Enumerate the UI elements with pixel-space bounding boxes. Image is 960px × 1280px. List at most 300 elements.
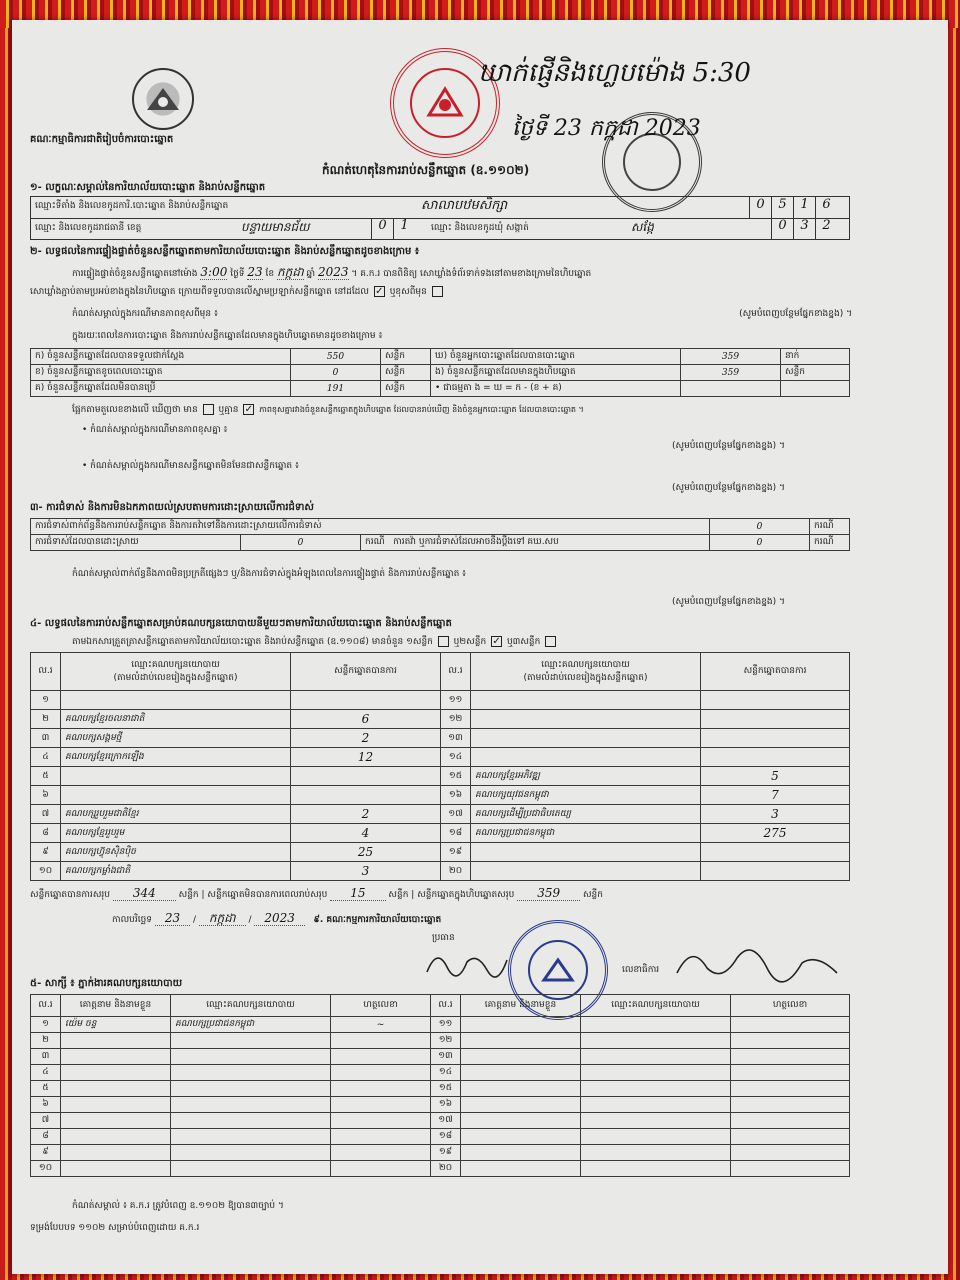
section2-line4: ក្នុងរយៈពេលនៃការបោះឆ្នោត និងការរាប់សន្លឹកឆ្នោតដែលមានក្នុងហិបឆ្នោតមានដូចខាងក្រោម ៖ <box>72 331 383 341</box>
cell-unit: ករណី <box>365 537 385 547</box>
date-year: 2023 <box>254 911 305 926</box>
party-name <box>61 786 291 805</box>
row-number: ១៩ <box>441 843 471 862</box>
code-digit: 3 <box>793 218 815 240</box>
row-number: ១៨ <box>441 824 471 843</box>
section2-line2 <box>30 286 445 299</box>
witness-name <box>461 1129 581 1145</box>
table-row <box>31 349 850 365</box>
row-number: ៤ <box>31 1065 61 1081</box>
vote-count: 4 <box>291 824 441 843</box>
col-header-name: គោត្តនាម និងនាមខ្លួន <box>61 995 171 1017</box>
table-row <box>31 691 850 710</box>
witness-party <box>581 1017 731 1033</box>
code-digit: 2 <box>815 218 837 240</box>
text: (តាមលំដាប់លេខរៀងក្នុងសន្លឹកឆ្នោត) <box>113 672 238 683</box>
text: ឈ្មោះគណបក្សនយោបាយ <box>131 659 220 670</box>
witness-party <box>171 1081 331 1097</box>
vote-count <box>701 710 850 729</box>
row-number: ២០ <box>431 1161 461 1177</box>
text: ឆ្នាំ <box>306 269 316 279</box>
witness-signature <box>331 1065 431 1081</box>
witness-signature <box>331 1129 431 1145</box>
row-number: ៦ <box>31 1097 61 1113</box>
table-row <box>31 1081 850 1097</box>
code-digit: 0 <box>771 218 793 240</box>
text: សន្លឹក <box>582 890 603 900</box>
vote-count <box>291 767 441 786</box>
party-name: គណបក្សខ្មែរចលនាជាតិ <box>61 710 291 729</box>
table-row <box>31 1129 850 1145</box>
section1-title: ១- លក្ខណៈសម្គាល់នៃការិយាល័យបោះឆ្នោត និងរាប់សន្លឹកឆ្នោត <box>30 182 266 193</box>
text: ការផ្ទៀងផ្ទាត់ចំនួនសន្លឹកឆ្នោតនៅម៉ោង <box>72 269 198 279</box>
vote-count <box>701 843 850 862</box>
witness-party <box>581 1161 731 1177</box>
witness-party <box>171 1065 331 1081</box>
section4-subline <box>72 636 558 649</box>
witness-signature <box>731 1017 850 1033</box>
section2-note3: • កំណត់សម្គាល់ក្នុងករណីមានសន្លឹកឆ្នោតមិនមែនជាសន្លឹកឆ្នោត ៖ <box>82 461 299 471</box>
witness-name <box>461 1065 581 1081</box>
row-number: ១៧ <box>441 805 471 824</box>
cell-label: • ជាធម្មតា ង = ឃ = ក - (ខ + គ) <box>431 381 681 397</box>
cell-value: 359 <box>681 349 781 365</box>
checkbox-has-difference[interactable] <box>203 404 214 415</box>
text: ឬគ្មាន <box>218 405 239 415</box>
cell-unit: សន្លឹក <box>381 381 431 397</box>
text: សន្លឹកឆ្នោតក្នុងហិបឆ្នោតសរុប <box>417 890 515 900</box>
section2-note1 <box>72 404 584 417</box>
section1-row2-label: ឈ្មោះ និងលេខកូដរាជធានី ខេត្ត <box>35 223 142 233</box>
witness-party <box>171 1033 331 1049</box>
nec-logo <box>132 68 194 130</box>
row-number: ១៧ <box>431 1113 461 1129</box>
party-name: គណបក្សសង្គមថ្មី <box>61 729 291 748</box>
cell-label <box>361 535 710 551</box>
col-header-no: ល.រ <box>431 995 461 1017</box>
row-number: ៣ <box>31 729 61 748</box>
section4-totals: សន្លឹកឆ្នោតបានការសរុប 344 សន្លឹក | សន្លឹកឆ្នោតមិនបានការពេលរាប់សរុប 15 សន្លឹក | សន្លឹកឆ្នោតក្នុងហិបឆ្នោតសរុប 359 សន្លឹក <box>30 886 603 900</box>
party-name: គណបក្សខ្មែររួបរួម <box>61 824 291 843</box>
table-row <box>31 1097 850 1113</box>
form-title: កំណត់ហេតុនៃការរាប់សន្លឹកឆ្នោត (ឧ.១១០២) <box>322 163 530 177</box>
party-name: គណបក្សកម្លាំងជាតិ <box>61 862 291 881</box>
row-number: ២០ <box>441 862 471 881</box>
party-name <box>471 691 701 710</box>
col-header-party <box>471 653 701 691</box>
witness-name <box>61 1081 171 1097</box>
witness-name <box>61 1113 171 1129</box>
code-digit: 0 <box>749 197 771 218</box>
row-number: ៩ <box>31 1145 61 1161</box>
party-name: គណបក្សដើម្បីប្រជាធិបតេយ្យ <box>471 805 701 824</box>
table-row <box>31 1161 850 1177</box>
cell-label: ក) ចំនួនសន្លឹកឆ្នោតដែលបានទទួលជាក់ស្តែង <box>31 349 291 365</box>
committee-name: គណៈកម្មាធិការជាតិរៀបចំការបោះឆ្នោត <box>30 134 174 145</box>
witness-name <box>461 1097 581 1113</box>
witness-party <box>581 1033 731 1049</box>
cell-value: 191 <box>291 381 381 397</box>
witness-name <box>461 1033 581 1049</box>
vote-count <box>291 786 441 805</box>
witness-signature <box>731 1145 850 1161</box>
year-value: 2023 <box>318 265 349 279</box>
witness-signature <box>731 1049 850 1065</box>
witness-party <box>171 1129 331 1145</box>
table-row <box>31 843 850 862</box>
witness-party <box>581 1081 731 1097</box>
section4-title: ៤- លទ្ធផលនៃការរាប់សន្លឹកឆ្នោតសម្រាប់គណបក្សនយោបាយនីមួយៗតាមការិយាល័យបោះឆ្នោត និងរាប់សន្លឹកឆ្នោត <box>30 618 452 629</box>
witness-party <box>581 1049 731 1065</box>
text: ផ្អែកតាមតួលេខខាងលើ ឃើញថា មាន <box>72 405 198 415</box>
objection-table <box>30 518 850 551</box>
date-month: កក្កដា <box>199 911 246 926</box>
checkbox-different[interactable] <box>432 286 443 297</box>
section1-commune-code <box>771 218 837 240</box>
witness-signature <box>331 1145 431 1161</box>
witness-signature <box>731 1081 850 1097</box>
row-number: ៧ <box>31 805 61 824</box>
col-header-party: ឈ្មោះគណបក្សនយោបាយ <box>171 995 331 1017</box>
row-number: ៧ <box>31 1113 61 1129</box>
cell-unit: សន្លឹក <box>381 365 431 381</box>
row-number: ១៩ <box>431 1145 461 1161</box>
checkbox-same[interactable]: ✓ <box>375 286 384 297</box>
col-header-votes: សន្លឹកឆ្នោតបានការ <box>701 653 850 691</box>
text: តាមឯកសារត្រួតត្រាសន្លឹកឆ្នោតតាមការិយាល័យបោះឆ្នោត និងរាប់សន្លឹកឆ្នោត (ឧ.១១០៨) មានចំនួន ១សន្លឹក <box>72 637 433 647</box>
table-row <box>31 1049 850 1065</box>
row-number: ១៣ <box>431 1049 461 1065</box>
text: សន្លឹក <box>388 890 409 900</box>
cell-value <box>681 381 781 397</box>
table-row <box>31 519 850 535</box>
hint-text: (សូមបំពេញបន្ថែមផ្នែកខាងខ្នង) ។ <box>739 309 852 319</box>
row-number: ៥ <box>31 767 61 786</box>
witness-signature <box>731 1129 850 1145</box>
witness-party <box>581 1129 731 1145</box>
row-number: ៥ <box>31 1081 61 1097</box>
cell-unit: សន្លឹក <box>781 365 850 381</box>
vote-count: 7 <box>701 786 850 805</box>
text: សន្លឹកឆ្នោតបានការសរុប <box>30 890 110 900</box>
table-row <box>31 748 850 767</box>
witness-party <box>171 1113 331 1129</box>
row-number: ១៥ <box>441 767 471 786</box>
text: ការតវ៉ា ឬការជំទាស់ដែលអាចនឹងប្តឹងទៅ គឃ.សប <box>393 537 559 547</box>
chair-signature <box>422 942 512 982</box>
witness-signature <box>331 1033 431 1049</box>
vote-count: 2 <box>291 805 441 824</box>
vote-count: 3 <box>291 862 441 881</box>
row-number: ១០ <box>31 1161 61 1177</box>
witness-name <box>461 1145 581 1161</box>
vote-count: 2 <box>291 729 441 748</box>
section4-date: កាលបរិច្ឆេទ 23 / កក្កដា / 2023 ៩. គណៈកម្មការការិយាល័យបោះឆ្នោត <box>112 911 442 925</box>
ballot-count-table <box>30 348 850 397</box>
code-digit: 6 <box>815 197 837 218</box>
table-row <box>31 381 850 397</box>
date-day: 23 <box>155 911 190 926</box>
party-name <box>471 862 701 881</box>
secretary-signature <box>672 938 842 988</box>
cell-value: 0 <box>291 365 381 381</box>
party-name <box>471 729 701 748</box>
text: ភាពខុសគ្នារវាងចំនួនសន្លឹកឆ្នោតក្នុងហិបឆ្នោត ដែលបានរាប់ឃើញ និងចំនួនអ្នកបោះឆ្នោត ដែលបានបោះឆ្នោត ។ <box>259 405 584 414</box>
code-digit: 1 <box>793 197 815 218</box>
text: ឬខុសពីមុន <box>389 287 427 297</box>
witness-name <box>461 1081 581 1097</box>
section1-commune-value: សង្កែ <box>631 220 654 234</box>
table-row <box>31 365 850 381</box>
witness-table <box>30 994 850 1177</box>
vote-count: 25 <box>291 843 441 862</box>
witness-name <box>461 1017 581 1033</box>
witness-signature <box>331 1097 431 1113</box>
day-value: 23 <box>247 265 263 279</box>
section1-commune-label: ឈ្មោះ និងលេខកូដឃុំ សង្កាត់ <box>431 223 529 233</box>
witness-party <box>581 1065 731 1081</box>
vote-count: 5 <box>701 767 850 786</box>
section2-line3 <box>72 308 852 321</box>
row-number: ១ <box>31 1017 61 1033</box>
witness-name <box>61 1145 171 1161</box>
witness-name <box>61 1161 171 1177</box>
text: ឬ២សន្លឹក <box>453 637 487 647</box>
witness-name: យ៉េម ចន្ទ <box>61 1017 171 1033</box>
cell-label: ការជំទាស់ពាក់ព័ន្ធនឹងការរាប់សន្លឹកឆ្នោត និងការតវ៉ាទៅនឹងការដោះស្រាយលើការជំទាស់ <box>31 519 710 535</box>
section2-hint-a: (សូមបំពេញបន្ថែមផ្នែកខាងខ្នង) ។ <box>672 441 785 451</box>
table-row <box>31 535 850 551</box>
vote-count: 3 <box>701 805 850 824</box>
checkbox-1-sheet[interactable] <box>438 636 449 647</box>
handwritten-note-line1: ឃាក់ផ្ញើនិងហ្លេបម៉ោង 5:30 <box>478 58 751 88</box>
section1-row1-code <box>749 197 837 218</box>
party-name <box>61 767 291 786</box>
row-number: ២ <box>31 1033 61 1049</box>
text: ៩. គណៈកម្មការការិយាល័យបោះឆ្នោត <box>313 915 442 925</box>
witness-signature <box>731 1033 850 1049</box>
row-number: ៨ <box>31 1129 61 1145</box>
witness-signature <box>731 1113 850 1129</box>
witness-signature <box>731 1097 850 1113</box>
handwritten-note-line2: ថ្ងៃទី 23 កក្កដា 2023 <box>512 116 701 141</box>
cell-unit: នាក់ <box>781 349 850 365</box>
vote-count <box>291 691 441 710</box>
table-row <box>31 1065 850 1081</box>
witness-signature <box>331 1081 431 1097</box>
text: ឬ៣សន្លឹក <box>506 637 541 647</box>
text: ។ គ.ក.រ បានពិនិត្យ សោឃ្លាំងទំព័រទាក់ទងនៅតាមខាងក្រោមនៃហិបឆ្នោត <box>351 269 592 279</box>
section1-row2-value: បន្ទាយមានជ័យ <box>241 220 310 234</box>
col-header-no: ល.រ <box>441 653 471 691</box>
witness-party <box>581 1097 731 1113</box>
row-number: ១៤ <box>431 1065 461 1081</box>
witness-name <box>461 1113 581 1129</box>
cell-label: ង) ចំនួនសន្លឹកឆ្នោតដែលមានក្នុងហិបឆ្នោត <box>431 365 681 381</box>
section5-title: ៥- សាក្សី ៖ ភ្នាក់ងារគណបក្សនយោបាយ <box>30 978 183 989</box>
cell-unit: សន្លឹក <box>381 349 431 365</box>
section1-row1-label: ឈ្មោះទីតាំង និងលេខកូដការិ.បោះឆ្នោត និងរាប់សន្លឹកឆ្នោត <box>35 201 229 211</box>
row-number: ៤ <box>31 748 61 767</box>
row-number: ១៣ <box>441 729 471 748</box>
witness-name <box>61 1049 171 1065</box>
table-row <box>31 710 850 729</box>
document-sheet <box>12 20 948 1274</box>
cell-unit: ករណី <box>810 535 850 551</box>
witness-party <box>581 1145 731 1161</box>
cell-value: 359 <box>681 365 781 381</box>
witness-name <box>61 1097 171 1113</box>
table-row <box>31 1017 850 1033</box>
row-number: ១១ <box>441 691 471 710</box>
vote-count: 12 <box>291 748 441 767</box>
row-number: ១៦ <box>431 1097 461 1113</box>
section2-note2: • កំណត់សម្គាល់ក្នុងករណីមានភាពខុសគ្នា ៖ <box>82 425 228 435</box>
table-row <box>31 862 850 881</box>
witness-signature: ~ <box>331 1017 431 1033</box>
witness-party <box>171 1161 331 1177</box>
text: ឈ្មោះគណបក្សនយោបាយ <box>541 659 630 670</box>
col-header-party <box>61 653 291 691</box>
witness-name <box>61 1129 171 1145</box>
text: សន្លឹកឆ្នោតមិនបានការពេលរាប់សរុប <box>207 890 328 900</box>
table-header-row <box>31 653 850 691</box>
vote-count <box>701 691 850 710</box>
checkbox-2-sheets[interactable]: ✓ <box>492 636 501 647</box>
cell-label: ខ) ចំនួនសន្លឹកឆ្នោតខូចពេលបោះឆ្នោត <box>31 365 291 381</box>
witness-signature <box>331 1049 431 1065</box>
cell-value: 0 <box>710 519 810 535</box>
cell-unit: ករណី <box>810 519 850 535</box>
party-name: គណបក្សខ្មែរអភិវឌ្ឍ <box>471 767 701 786</box>
party-name <box>61 691 291 710</box>
text: កាលបរិច្ឆេទ <box>112 915 152 925</box>
row-number: ១០ <box>31 862 61 881</box>
checkbox-no-difference[interactable]: ✓ <box>244 404 254 415</box>
total-box-value: 359 <box>517 886 580 901</box>
table-row <box>31 1113 850 1129</box>
section2-hint-b: (សូមបំពេញបន្ថែមផ្នែកខាងខ្នង) ។ <box>672 483 785 493</box>
code-digit: 1 <box>393 218 415 240</box>
row-number: ១ <box>31 691 61 710</box>
cell-value: 550 <box>291 349 381 365</box>
month-value: កក្កដា <box>277 265 304 279</box>
cell-label: ការជំទាស់ដែលបានដោះស្រាយ <box>31 535 241 551</box>
party-name: គណបក្សហ៊្វុនស៊ិនប៉ិច <box>61 843 291 862</box>
section5-footnote: កំណត់សម្គាល់ ៖ គ.ក.រ ត្រូវបំពេញ ឧ.១១០២ ឱ្យបាន៣ច្បាប់ ។ <box>72 1201 284 1211</box>
text: ថ្ងៃទី <box>230 269 245 279</box>
section3-note: កំណត់សម្គាល់ពាក់ព័ន្ធនឹងភាពមិនប្រក្រតីផ្សេងៗ ឬ/និងការជំទាស់ក្នុងអំឡុងពេលនៃការផ្ទៀងផ្ទាត់ និងការរាប់សន្លឹកឆ្នោត ៖ <box>72 569 467 579</box>
form-footer: ទម្រង់បែបបទ ១១០២ សម្រាប់បំពេញដោយ គ.ក.រ <box>30 1223 200 1233</box>
vote-count <box>701 862 850 881</box>
witness-party <box>581 1113 731 1129</box>
section1-row1-value: សាលាបឋមសិក្សា <box>421 198 508 213</box>
row-number: ១២ <box>431 1033 461 1049</box>
time-value: 3:00 <box>200 265 228 279</box>
cell-unit <box>781 381 850 397</box>
text: (តាមលំដាប់លេខរៀងក្នុងសន្លឹកឆ្នោត) <box>523 672 648 683</box>
party-votes-table <box>30 652 850 881</box>
total-invalid-value: 15 <box>330 886 385 901</box>
col-header-signature: ហត្ថលេខា <box>731 995 850 1017</box>
row-number: ១៤ <box>441 748 471 767</box>
party-name: គណបក្សយុវជនកម្ពុជា <box>471 786 701 805</box>
row-number: ៩ <box>31 843 61 862</box>
vote-count <box>701 729 850 748</box>
witness-party <box>171 1097 331 1113</box>
section2-title: ២- លទ្ធផលនៃការផ្ទៀងផ្ទាត់ចំនួនសន្លឹកឆ្នោតតាមការិយាល័យបោះឆ្នោត និងរាប់សន្លឹកឆ្នោតដូចខាងក្រោម ៖ <box>30 246 420 257</box>
witness-name <box>461 1161 581 1177</box>
party-name: គណបក្សប្រជាជនកម្ពុជា <box>471 824 701 843</box>
cell-value: 0 <box>710 535 810 551</box>
row-number: ៣ <box>31 1049 61 1065</box>
table-row <box>31 786 850 805</box>
text: ខែ <box>265 269 275 279</box>
witness-name <box>461 1049 581 1065</box>
col-header-no: ល.រ <box>31 653 61 691</box>
vote-count <box>701 748 850 767</box>
cell-label: គ) ចំនួនសន្លឹកឆ្នោតដែលមិនបានប្រើ <box>31 381 291 397</box>
witness-party <box>171 1049 331 1065</box>
witness-signature <box>331 1161 431 1177</box>
table-row <box>31 767 850 786</box>
table-row <box>31 824 850 843</box>
total-valid-value: 344 <box>113 886 176 901</box>
col-header-signature: ហត្ថលេខា <box>331 995 431 1017</box>
table-row <box>31 1145 850 1161</box>
party-name <box>471 843 701 862</box>
party-name: គណបក្សខ្មែរក្រោកឡើង <box>61 748 291 767</box>
table-row <box>31 729 850 748</box>
cell-label: ឃ) ចំនួនអ្នកបោះឆ្នោតដែលបានបោះឆ្នោត <box>431 349 681 365</box>
witness-name <box>61 1033 171 1049</box>
checkbox-3-sheets[interactable] <box>545 636 556 647</box>
table-header-row <box>31 995 850 1017</box>
vote-count: 6 <box>291 710 441 729</box>
chair-label: ប្រធាន <box>432 933 455 943</box>
witness-signature <box>731 1065 850 1081</box>
section1-box <box>30 196 850 240</box>
row-number: ៨ <box>31 824 61 843</box>
party-name: គណបក្សរួបរួមជាតិខ្មែរ <box>61 805 291 824</box>
code-digit: 5 <box>771 197 793 218</box>
table-row <box>31 1033 850 1049</box>
col-header-party: ឈ្មោះគណបក្សនយោបាយ <box>581 995 731 1017</box>
witness-party <box>171 1145 331 1161</box>
text: សោឃ្លាំងភ្ជាប់តាមប្រអប់ខាងក្នុងនៃហិបឆ្នោត ក្រោយពីទទួលបានលើស្នាមប្រឡាក់សន្លឹកឆ្នោត នៅដដែល <box>30 287 369 297</box>
row-number: ១៨ <box>431 1129 461 1145</box>
text: សន្លឹក <box>178 890 199 900</box>
witness-signature <box>331 1113 431 1129</box>
vote-count: 275 <box>701 824 850 843</box>
section2-line1 <box>72 264 591 282</box>
row-number: ១៦ <box>441 786 471 805</box>
col-header-no: ល.រ <box>31 995 61 1017</box>
section1-row2-code <box>371 218 415 240</box>
section3-hint: (សូមបំពេញបន្ថែមផ្នែកខាងខ្នង) ។ <box>672 597 785 607</box>
row-number: ១២ <box>441 710 471 729</box>
party-name <box>471 710 701 729</box>
secretary-label: លេខាធិការ <box>622 965 660 975</box>
cell-value: 0 <box>241 535 361 551</box>
section3-title: ៣- ការជំទាស់ និងការមិនឯកភាពយល់ស្របតាមការដោះស្រាយលើការជំទាស់ <box>30 502 314 513</box>
row-number: ២ <box>31 710 61 729</box>
witness-name <box>61 1065 171 1081</box>
table-row <box>31 805 850 824</box>
witness-party: គណបក្សប្រជាជនកម្ពុជា <box>171 1017 331 1033</box>
witness-signature <box>731 1161 850 1177</box>
row-number: ៦ <box>31 786 61 805</box>
